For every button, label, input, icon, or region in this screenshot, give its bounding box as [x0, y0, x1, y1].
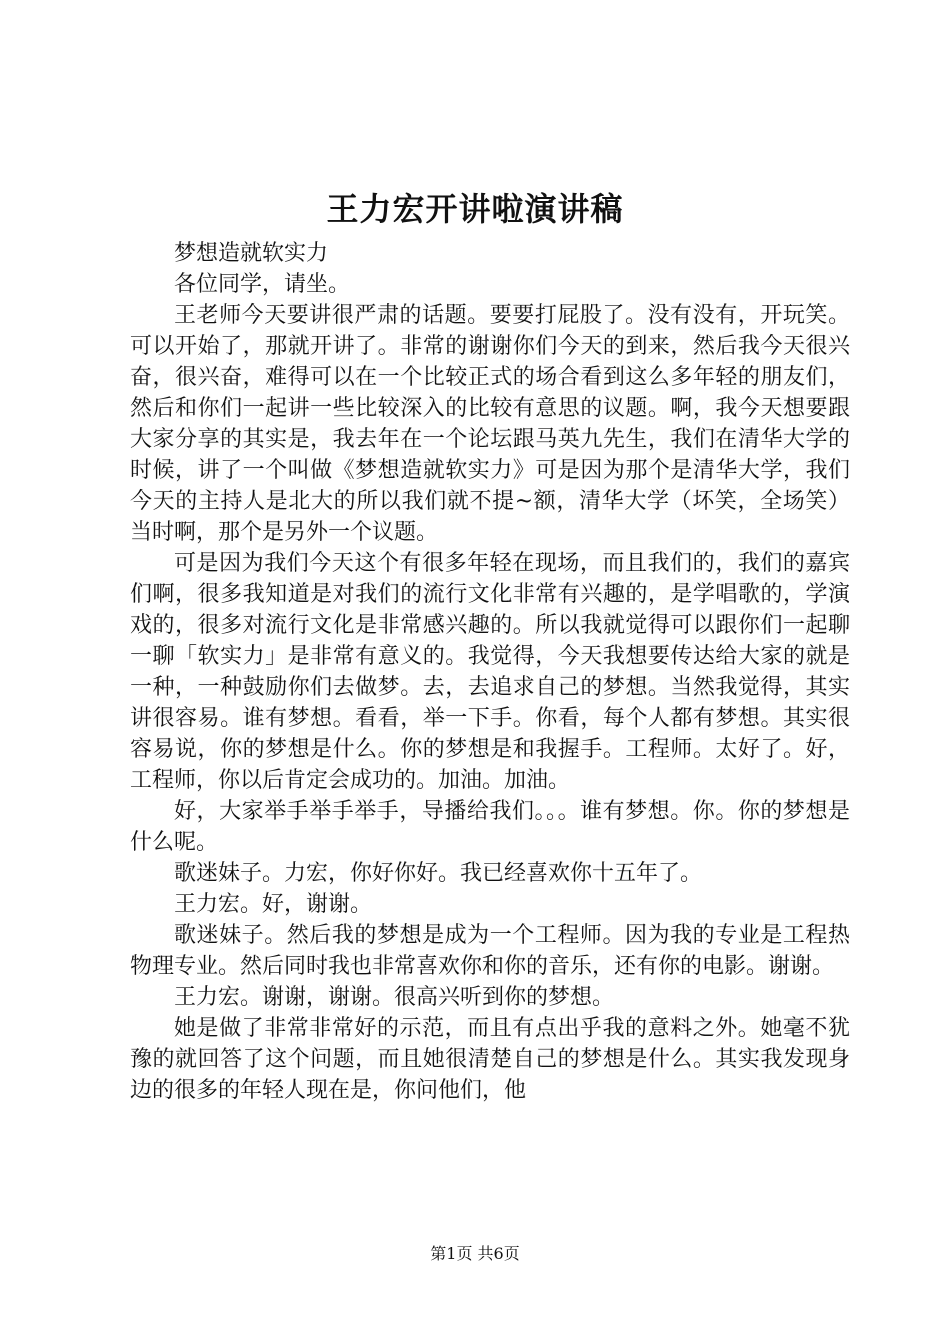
- paragraph: 歌迷妹子。力宏，你好你好。我已经喜欢你十五年了。: [174, 861, 703, 886]
- page-number-footer: 第1页 共6页: [430, 1244, 520, 1263]
- document-body: [130, 238, 850, 1106]
- paragraph: 好，大家举手举手举手，导播给我们。。。谁有梦想。你。你的梦想是什么呢。: [130, 799, 850, 855]
- paragraph: 王力宏。谢谢，谢谢。很高兴听到你的梦想。: [174, 985, 615, 1010]
- paragraph: 可是因为我们今天这个有很多年轻在现场，而且我们的，我们的嘉宾们啊，很多我知道是对我们的流行文化非常有兴趣的，是学唱歌的，学演戏的，很多对流行文化是非常感兴趣的。所以我就觉得可以跟你们一起聊一聊「软实力」是非常有意义的。我觉得，今天我想要传达给大家的就是一种，一种鼓励你们去做梦。去，去追求自己的梦想。当然我觉得，其实讲很容易。谁有梦想。看看，举一下手。你看，每个人都有梦想。其实很容易说，你的梦想是什么。你的梦想是和我握手。工程师。太好了。好，工程师，你以后肯定会成功的。加油。加油。: [130, 551, 850, 793]
- paragraph: 她是做了非常非常好的示范，而且有点出乎我的意料之外。她毫不犹豫的就回答了这个问题，而且她很清楚自己的梦想是什么。其实我发现身边的很多的年轻人现在是，你问他们，他: [130, 1016, 850, 1103]
- paragraph: 歌迷妹子。然后我的梦想是成为一个工程师。因为我的专业是工程热物理专业。然后同时我也非常喜欢你和你的音乐，还有你的电影。谢谢。: [130, 923, 850, 979]
- paragraph-greeting: 各位同学，请坐。: [174, 272, 351, 297]
- paragraph: 王力宏。好，谢谢。: [174, 892, 373, 917]
- paragraph-subtitle: 梦想造就软实力: [174, 241, 329, 266]
- document-title: 王力宏开讲啦演讲稿: [326, 190, 624, 228]
- paragraph: 王老师今天要讲很严肃的话题。要要打屁股了。没有没有，开玩笑。可以开始了，那就开讲了。非常的谢谢你们今天的到来，然后我今天很兴奋，很兴奋，难得可以在一个比较正式的场合看到这么多年轻的朋友们，然后和你们一起讲一些比较深入的比较有意思的议题。啊，我今天想要跟大家分享的其实是，我去年在一个论坛跟马英九先生，我们在清华大学的时候，讲了一个叫做《梦想造就软实力》可是因为那个是清华大学，我们今天的主持人是北大的所以我们就不提~额，清华大学（坏笑，全场笑）当时啊，那个是另外一个议题。: [130, 303, 850, 545]
